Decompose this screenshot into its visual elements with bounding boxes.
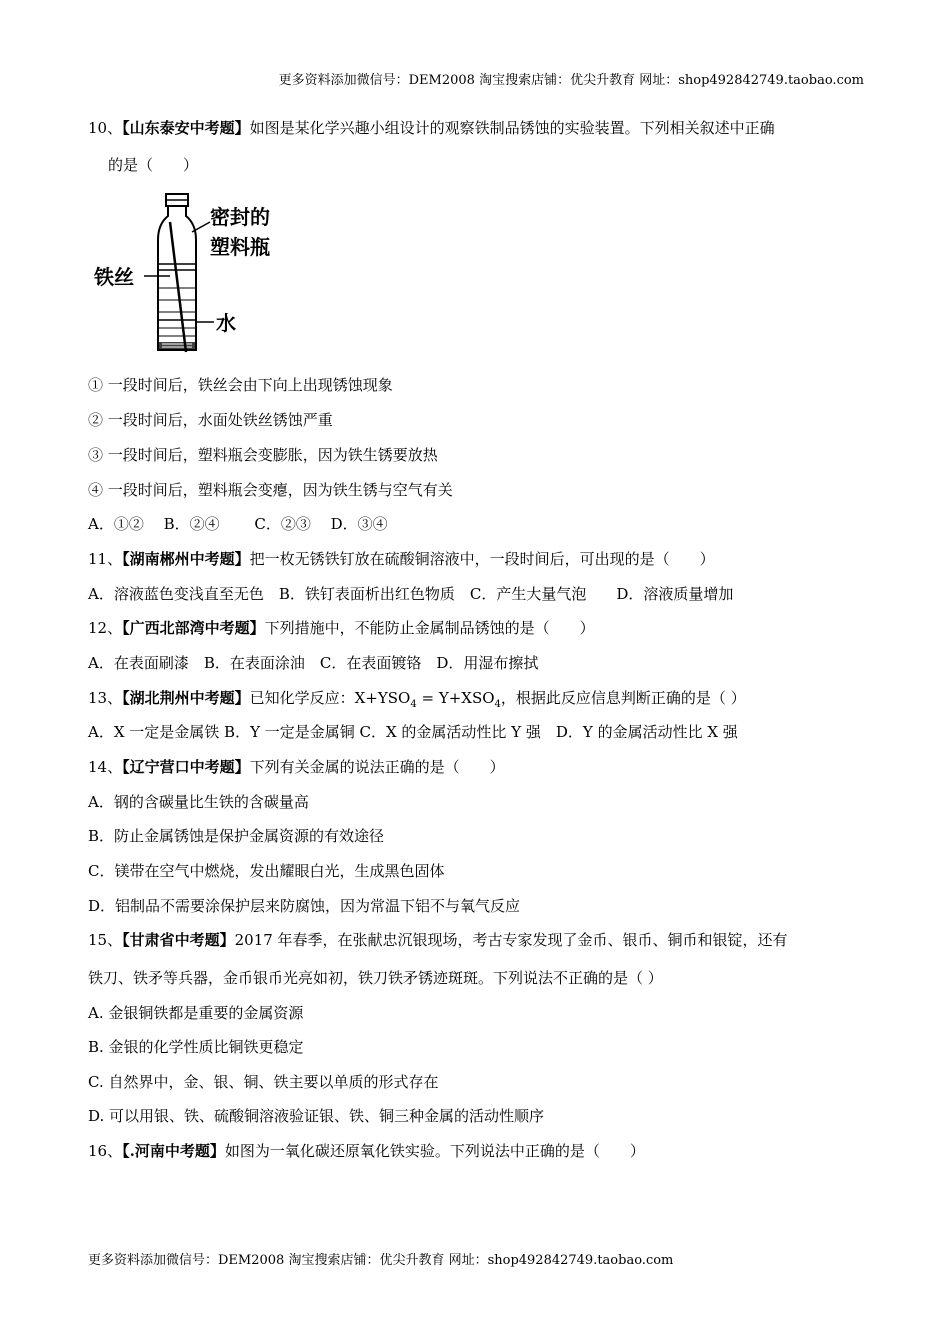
q13-stem-b: = Y+XSO <box>416 689 495 707</box>
label-iron-wire: 铁丝 <box>94 265 134 289</box>
q15-option-d: D. 可以用银、铁、硫酸铜溶液验证银、铁、铜三种金属的活动性顺序 <box>88 1107 545 1125</box>
q10-options: A．①② B．②④ C．②③ D．③④ <box>88 515 388 533</box>
q16-source-tag: 【.河南中考题】 <box>122 1142 225 1160</box>
q11-number: 11、 <box>88 550 123 568</box>
q12-options: A．在表面刷漆 B．在表面涂油 C．在表面镀铬 D．用湿布擦拭 <box>88 654 539 672</box>
q15-number: 15、 <box>88 931 123 949</box>
q10-statement-2: ② 一段时间后，水面处铁丝锈蚀严重 <box>88 411 333 429</box>
q13-source-tag: 【湖北荆州中考题】 <box>122 689 250 707</box>
rust-experiment-figure <box>92 192 284 356</box>
q10-source-tag: 【山东泰安中考题】 <box>122 119 250 137</box>
q11-stem-text: 把一枚无锈铁钉放在硫酸铜溶液中，一段时间后，可出现的是（ ） <box>249 550 715 568</box>
q15-option-a: A. 金银铜铁都是重要的金属资源 <box>88 1004 304 1022</box>
q15-option-c: C. 自然界中，金、银、铜、铁主要以单质的形式存在 <box>88 1073 439 1091</box>
page-footer: 更多资料添加微信号：DEM2008 淘宝搜索店铺：优尖升教育 网址：shop492842749.taobao.com <box>88 1253 674 1268</box>
q13-stem-a: 已知化学反应：X+YSO <box>249 689 411 707</box>
q10-stem-text1: 如图是某化学兴趣小组设计的观察铁制品锈蚀的实验装置。下列相关叙述中正确 <box>249 119 775 137</box>
q15-stem-text1: 2017 年春季，在张献忠沉银现场，考古专家发现了金币、银币、铜币和银锭，还有 <box>234 931 788 949</box>
q11-stem <box>88 549 715 569</box>
q14-option-a: A．钢的含碳量比生铁的含碳量高 <box>88 793 309 811</box>
q14-option-d: D．铝制品不需要涂保护层来防腐蚀，因为常温下铝不与氧气反应 <box>88 897 521 915</box>
q14-option-b: B．防止金属锈蚀是保护金属资源的有效途径 <box>88 827 385 845</box>
q10-stem-line2: 的是（ ） <box>108 156 199 174</box>
q11-options: A．溶液蓝色变浅直至无色 B．铁钉表面析出红色物质 C．产生大量气泡 D．溶液质量增加 <box>88 585 734 603</box>
q15-option-b: B. 金银的化学性质比铜铁更稳定 <box>88 1038 304 1056</box>
q15-stem-line2: 铁刀、铁矛等兵器，金币银币光亮如初，铁刀铁矛锈迹斑斑。下列说法不正确的是（ ） <box>88 969 663 987</box>
q14-stem-text: 下列有关金属的说法正确的是（ ） <box>249 758 505 776</box>
q10-stem-line1 <box>88 118 775 138</box>
q16-number: 16、 <box>88 1142 123 1160</box>
q10-statement-1: ① 一段时间后，铁丝会由下向上出现锈蚀现象 <box>88 376 393 394</box>
q13-stem-c: ，根据此反应信息判断正确的是（ ） <box>500 689 746 707</box>
q10-number: 10、 <box>88 119 123 137</box>
q15-stem-line1 <box>88 930 788 950</box>
q13-options: A．X 一定是金属铁 B．Y 一定是金属铜 C．X 的金属活动性比 Y 强 D．Y 的金属活动性比 X 强 <box>88 723 738 741</box>
label-water: 水 <box>216 311 236 335</box>
label-sealed: 密封的 <box>210 205 270 229</box>
q14-number: 14、 <box>88 758 123 776</box>
q12-number: 12、 <box>88 619 123 637</box>
q12-stem <box>88 618 595 638</box>
q14-option-c: C．镁带在空气中燃烧，发出耀眼白光，生成黑色固体 <box>88 862 445 880</box>
q12-source-tag: 【广西北部湾中考题】 <box>122 619 265 637</box>
q16-stem <box>88 1141 645 1161</box>
q10-statement-4: ④ 一段时间后，塑料瓶会变瘪，因为铁生锈与空气有关 <box>88 481 453 499</box>
label-plastic-bottle: 塑料瓶 <box>210 235 270 259</box>
q14-source-tag: 【辽宁营口中考题】 <box>122 758 250 776</box>
q13-number: 13、 <box>88 689 123 707</box>
q14-stem <box>88 757 505 777</box>
q11-source-tag: 【湖南郴州中考题】 <box>122 550 250 568</box>
q13-subscript-2: 4 <box>494 699 501 710</box>
q16-stem-text: 如图为一氧化碳还原氧化铁实验。下列说法中正确的是（ ） <box>224 1142 645 1160</box>
q13-stem <box>88 688 746 708</box>
q10-statement-3: ③ 一段时间后，塑料瓶会变膨胀，因为铁生锈要放热 <box>88 446 438 464</box>
q15-source-tag: 【甘肃省中考题】 <box>122 931 235 949</box>
q13-subscript-1: 4 <box>410 699 417 710</box>
q12-stem-text: 下列措施中，不能防止金属制品锈蚀的是（ ） <box>264 619 595 637</box>
page-header: 更多资料添加微信号：DEM2008 淘宝搜索店铺：优尖升教育 网址：shop492842749.taobao.com <box>278 73 864 88</box>
